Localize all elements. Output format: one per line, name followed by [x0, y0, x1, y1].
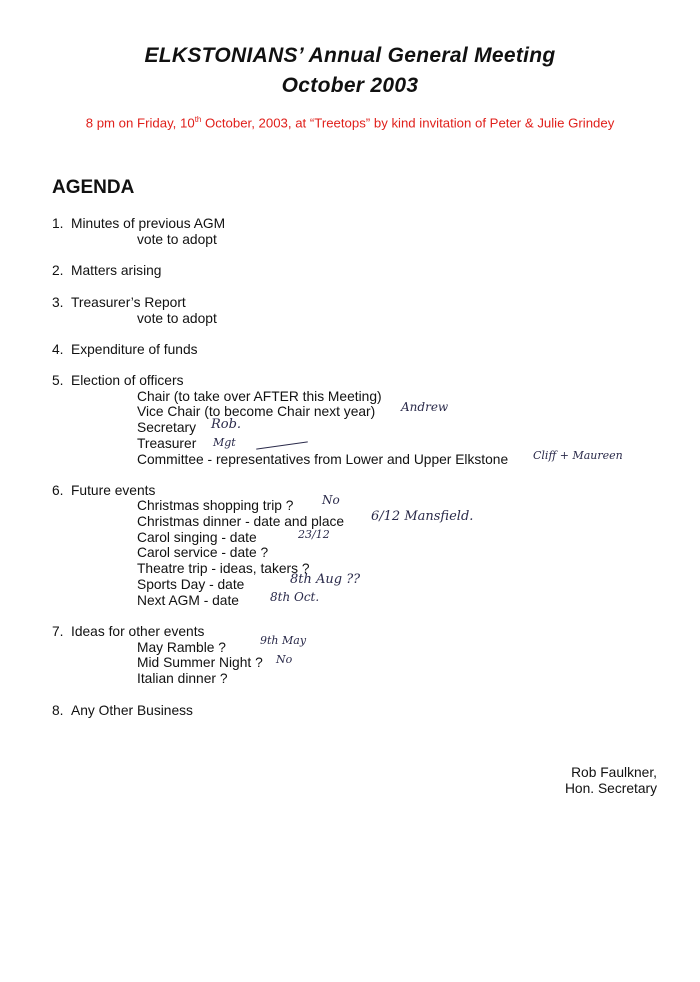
- agenda-subitem-vice-chair: Vice Chair (to become Chair next year): [137, 404, 376, 419]
- agenda-subitem-may-ramble: May Ramble ?: [137, 640, 226, 655]
- agenda-item-treasurers-report: Treasurer’s Report: [71, 295, 186, 310]
- handwritten-next-agm: 8th Oct.: [270, 590, 320, 604]
- item-number: 5.: [52, 373, 64, 388]
- meeting-details-sup: th: [194, 115, 202, 124]
- handwritten-sports-day: 8th Aug ??: [290, 572, 361, 587]
- item-number: 1.: [52, 216, 64, 231]
- handwritten-shopping-trip: No: [322, 493, 340, 507]
- agenda-subitem-next-agm: Next AGM - date: [137, 593, 239, 608]
- meeting-details-post: October, 2003, at “Treetops” by kind invitation of Peter & Julie Grindey: [201, 115, 615, 131]
- item-number: 2.: [52, 263, 64, 278]
- agenda-item-minutes: Minutes of previous AGM: [71, 216, 226, 231]
- agenda-subitem-mid-summer: Mid Summer Night ?: [137, 655, 263, 670]
- handwritten-committee: Cliff + Maureen: [533, 449, 623, 462]
- signature-name: Rob Faulkner,: [571, 765, 657, 780]
- item-number: 7.: [52, 624, 64, 639]
- agenda-heading: AGENDA: [52, 177, 135, 198]
- agenda-item-election: Election of officers: [71, 373, 184, 388]
- agenda-subitem-carol-service: Carol service - date ?: [137, 545, 269, 560]
- meeting-details: [0, 115, 700, 130]
- agenda-item-other-events: Ideas for other events: [71, 624, 205, 639]
- item-number: 4.: [52, 342, 64, 357]
- agenda-subitem-italian-dinner: Italian dinner ?: [137, 671, 228, 686]
- agenda-subitem-theatre-trip: Theatre trip - ideas, takers ?: [137, 561, 310, 576]
- agenda-item-future-events: Future events: [71, 483, 156, 498]
- handwritten-treasurer: Mgt: [213, 436, 236, 449]
- handwritten-christmas-dinner: 6/12 Mansfield.: [371, 509, 474, 524]
- handwritten-mid-summer: No: [276, 653, 293, 666]
- page-subtitle-date: October 2003: [281, 74, 419, 97]
- agenda-item-expenditure: Expenditure of funds: [71, 342, 198, 357]
- item-number: 6.: [52, 483, 64, 498]
- agenda-subitem-carol-singing: Carol singing - date: [137, 530, 257, 545]
- pen-strike-mark: [256, 441, 308, 449]
- item-number: 8.: [52, 703, 64, 718]
- meeting-details-pre: 8 pm on Friday, 10: [85, 115, 195, 131]
- handwritten-carol-singing: 23/12: [298, 528, 330, 541]
- signature-role: Hon. Secretary: [564, 781, 657, 796]
- agenda-subitem: vote to adopt: [137, 232, 217, 247]
- handwritten-may-ramble: 9th May: [260, 634, 307, 647]
- agenda-subitem-sports-day: Sports Day - date: [137, 577, 245, 592]
- agenda-subitem-secretary: Secretary: [137, 420, 197, 435]
- agenda-subitem-chair: Chair (to take over AFTER this Meeting): [137, 389, 382, 404]
- page-title: ELKSTONIANS’ Annual General Meeting: [144, 44, 556, 67]
- agenda-item-aob: Any Other Business: [71, 703, 193, 718]
- handwritten-vice-chair: Andrew: [401, 400, 449, 414]
- agenda-item-matters-arising: Matters arising: [71, 263, 162, 278]
- agenda-subitem-shopping-trip: Christmas shopping trip ?: [137, 498, 294, 513]
- agenda-subitem: vote to adopt: [137, 311, 217, 326]
- handwritten-secretary: Rob.: [211, 417, 242, 432]
- agenda-subitem-christmas-dinner: Christmas dinner - date and place: [137, 514, 345, 529]
- item-number: 3.: [52, 295, 64, 310]
- agenda-subitem-treasurer: Treasurer: [137, 436, 197, 451]
- agenda-subitem-committee: Committee - representatives from Lower and Upper Elkstone: [137, 452, 509, 467]
